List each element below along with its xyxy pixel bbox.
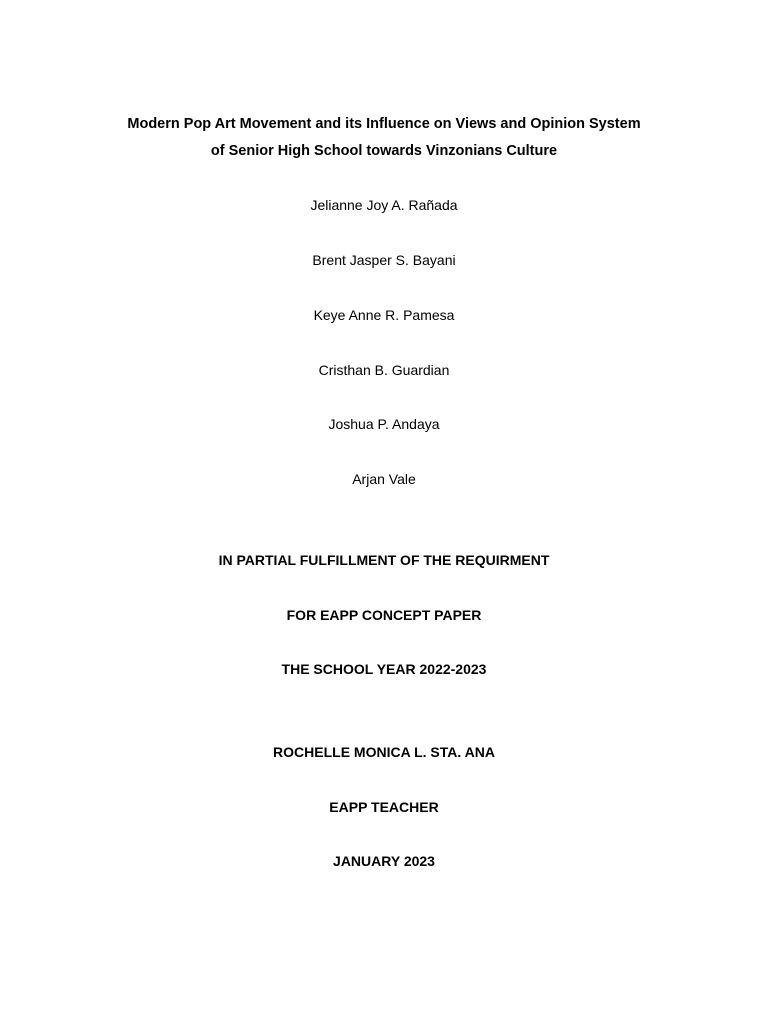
fulfillment-line-1: IN PARTIAL FULFILLMENT OF THE REQUIRMENT bbox=[218, 552, 550, 568]
paper-title-line-2: of Senior High School towards Vinzonians Culture bbox=[210, 143, 558, 159]
author-name: Joshua P. Andaya bbox=[328, 416, 440, 432]
school-year: THE SCHOOL YEAR 2022-2023 bbox=[281, 661, 487, 677]
fulfillment-line-2: FOR EAPP CONCEPT PAPER bbox=[286, 607, 482, 623]
author-name: Cristhan B. Guardian bbox=[318, 362, 450, 378]
author-name: Keye Anne R. Pamesa bbox=[313, 307, 455, 323]
paper-title-line-1: Modern Pop Art Movement and its Influence on Views and Opinion System bbox=[127, 116, 641, 132]
author-name: Jelianne Joy A. Rañada bbox=[310, 197, 458, 213]
submission-date: JANUARY 2023 bbox=[333, 853, 435, 869]
teacher-name: ROCHELLE MONICA L. STA. ANA bbox=[273, 744, 495, 760]
teacher-role: EAPP TEACHER bbox=[329, 799, 439, 815]
author-name: Arjan Vale bbox=[352, 471, 416, 487]
author-name: Brent Jasper S. Bayani bbox=[312, 252, 456, 268]
